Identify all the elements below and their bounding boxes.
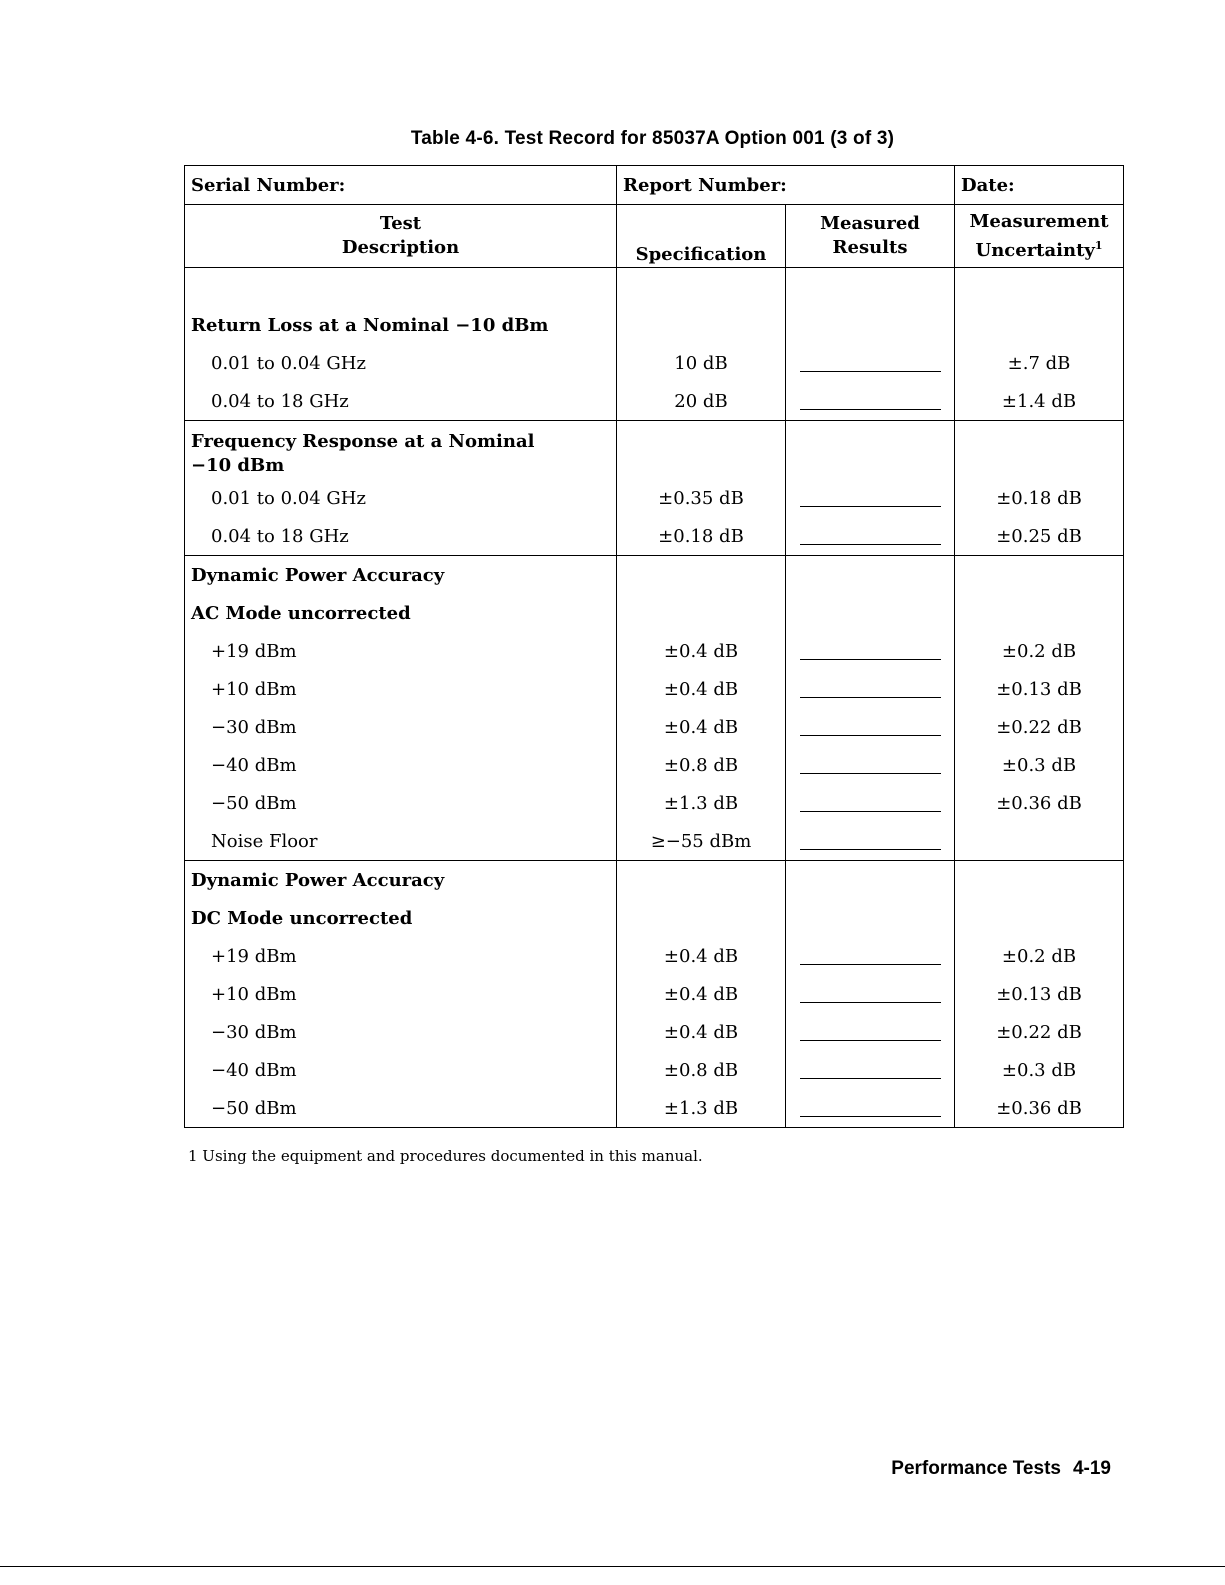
uncertainty-value: ±1.4 dB [955, 382, 1124, 421]
test-header-line2: Description [341, 237, 460, 258]
test-description: 0.04 to 18 GHz [185, 517, 617, 556]
uncertainty-header [955, 205, 1124, 268]
measured-header-line1: Measured [820, 213, 920, 234]
uncertainty-value: ±0.2 dB [955, 632, 1124, 670]
page-footer [879, 1458, 1111, 1480]
test-description: +19 dBm [185, 937, 617, 975]
measured-result-field[interactable] [786, 517, 955, 556]
test-description: 0.04 to 18 GHz [185, 382, 617, 421]
spacer-row [185, 268, 1124, 307]
table-row [185, 632, 1124, 670]
section-title-line1: Frequency Response at a Nominal [191, 431, 535, 452]
measured-header-line2: Results [832, 237, 908, 258]
specification-value: 10 dB [617, 344, 786, 382]
section-subtitle-row [185, 594, 1124, 632]
uncertainty-header-line1: Measurement [969, 210, 1109, 232]
table-row [185, 708, 1124, 746]
measured-result-field[interactable] [786, 708, 955, 746]
section-title-row [185, 306, 1124, 344]
table-row [185, 517, 1124, 556]
uncertainty-value: ±0.3 dB [955, 746, 1124, 784]
uncertainty-value: ±0.25 dB [955, 517, 1124, 556]
specification-value: ≥−55 dBm [617, 822, 786, 861]
test-description: 0.01 to 0.04 GHz [185, 479, 617, 517]
measured-result-field[interactable] [786, 975, 955, 1013]
table-row [185, 937, 1124, 975]
specification-value: ±0.8 dB [617, 1051, 786, 1089]
specification-value: ±0.8 dB [617, 746, 786, 784]
section-title [185, 421, 617, 480]
measured-result-field[interactable] [786, 479, 955, 517]
measured-result-field[interactable] [786, 382, 955, 421]
uncertainty-value [955, 822, 1124, 861]
specification-value: ±0.4 dB [617, 937, 786, 975]
table-row [185, 344, 1124, 382]
page-number: 4-19 [1072, 1458, 1111, 1479]
uncertainty-value: ±0.13 dB [955, 670, 1124, 708]
date-cell[interactable] [955, 166, 1124, 205]
uncertainty-value: ±0.13 dB [955, 975, 1124, 1013]
specification-header [617, 205, 786, 268]
measured-result-field[interactable] [786, 632, 955, 670]
table-row [185, 784, 1124, 822]
measured-result-field[interactable] [786, 670, 955, 708]
serial-number-cell[interactable] [185, 166, 617, 205]
measured-result-field[interactable] [786, 937, 955, 975]
specification-value: ±0.18 dB [617, 517, 786, 556]
page-bottom-rule [0, 1566, 1225, 1567]
uncertainty-value: ±0.36 dB [955, 784, 1124, 822]
footer-section-title: Performance Tests [891, 1458, 1061, 1479]
table-row [185, 382, 1124, 421]
table-row [185, 1051, 1124, 1089]
footnote-marker: 1 [1094, 238, 1103, 252]
section-title-row [185, 556, 1124, 595]
section-title: Dynamic Power Accuracy [185, 861, 617, 900]
specification-header-label: Specification [635, 244, 767, 265]
measured-result-field[interactable] [786, 1089, 955, 1128]
test-description-header [185, 205, 617, 268]
measured-result-field[interactable] [786, 1051, 955, 1089]
specification-value: ±0.35 dB [617, 479, 786, 517]
footnote: 1 Using the equipment and procedures documented in this manual. [188, 1147, 703, 1165]
measured-result-field[interactable] [786, 822, 955, 861]
uncertainty-value: ±0.36 dB [955, 1089, 1124, 1128]
test-description: −50 dBm [185, 784, 617, 822]
uncertainty-value: ±0.18 dB [955, 479, 1124, 517]
measured-results-header [786, 205, 955, 268]
uncertainty-value: ±0.2 dB [955, 937, 1124, 975]
measured-result-field[interactable] [786, 746, 955, 784]
record-header-row [185, 166, 1124, 205]
section-subtitle-row [185, 899, 1124, 937]
measured-result-field[interactable] [786, 1013, 955, 1051]
table-row [185, 479, 1124, 517]
specification-value: ±0.4 dB [617, 1013, 786, 1051]
section-title: Dynamic Power Accuracy [185, 556, 617, 595]
table-row [185, 1089, 1124, 1128]
test-description: −30 dBm [185, 1013, 617, 1051]
section-title-row [185, 861, 1124, 900]
uncertainty-value: ±0.3 dB [955, 1051, 1124, 1089]
specification-value: ±1.3 dB [617, 1089, 786, 1128]
specification-value: ±0.4 dB [617, 708, 786, 746]
specification-value: ±0.4 dB [617, 632, 786, 670]
test-description: +10 dBm [185, 975, 617, 1013]
section-title-row [185, 421, 1124, 480]
test-header-line1: Test [379, 213, 422, 234]
table-row [185, 746, 1124, 784]
table-row [185, 975, 1124, 1013]
section-subtitle: AC Mode uncorrected [185, 594, 617, 632]
specification-value: ±0.4 dB [617, 975, 786, 1013]
report-number-label: Report Number: [623, 174, 787, 196]
serial-number-label: Serial Number: [191, 174, 346, 196]
measured-result-field[interactable] [786, 784, 955, 822]
table-row [185, 1013, 1124, 1051]
test-description: −30 dBm [185, 708, 617, 746]
uncertainty-value: ±.7 dB [955, 344, 1124, 382]
date-label: Date: [961, 174, 1015, 196]
specification-value: 20 dB [617, 382, 786, 421]
section-title: Return Loss at a Nominal −10 dBm [185, 306, 617, 344]
table-row [185, 670, 1124, 708]
test-description: +10 dBm [185, 670, 617, 708]
uncertainty-value: ±0.22 dB [955, 708, 1124, 746]
report-number-cell[interactable] [617, 166, 955, 205]
section-title-line2: −10 dBm [191, 455, 285, 476]
test-description: −40 dBm [185, 746, 617, 784]
test-record-table [184, 165, 1124, 1128]
specification-value: ±1.3 dB [617, 784, 786, 822]
table-title: Table 4-6. Test Record for 85037A Option 001 (3 of 3) [410, 128, 895, 149]
uncertainty-value: ±0.22 dB [955, 1013, 1124, 1051]
table-row [185, 822, 1124, 861]
section-subtitle: DC Mode uncorrected [185, 899, 617, 937]
measured-result-field[interactable] [786, 344, 955, 382]
test-description: +19 dBm [185, 632, 617, 670]
test-description: −50 dBm [185, 1089, 617, 1128]
specification-value: ±0.4 dB [617, 670, 786, 708]
test-description: Noise Floor [185, 822, 617, 861]
uncertainty-header-line2: Uncertainty [975, 239, 1095, 261]
test-description: 0.01 to 0.04 GHz [185, 344, 617, 382]
column-header-row [185, 205, 1124, 268]
test-description: −40 dBm [185, 1051, 617, 1089]
